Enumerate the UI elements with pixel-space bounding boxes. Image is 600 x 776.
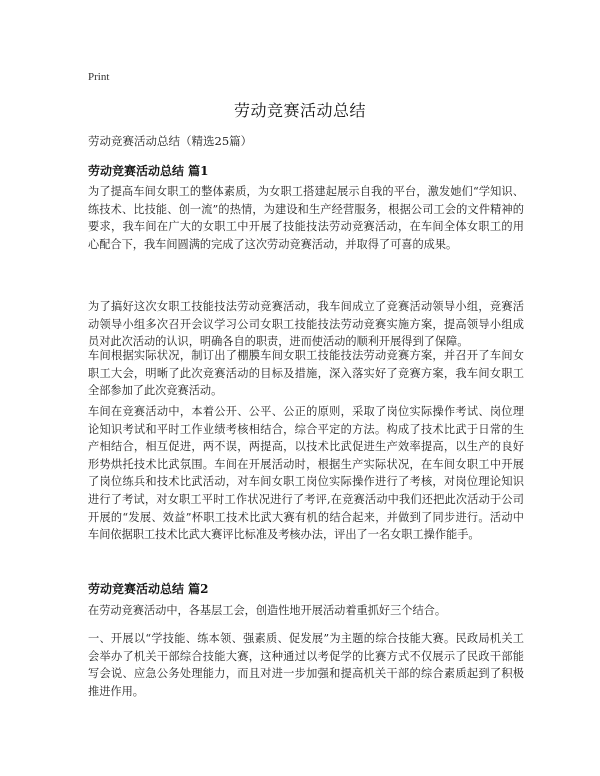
section-heading-2: 劳动竞赛活动总结 篇2 [88, 582, 209, 596]
paragraph: 车间在竞赛活动中，本着公开、公平、公正的原则，采取了岗位实际操作考试、岗位理论知识考试和平时工作业绩考核相结合，综合平定的方法。构成了技术比武于日常的生产相结合，相互促进，两不误，两提高，以技术比武促进生产效率提高，以生产的良好形势烘托技术比武氛围。车间在开展活动时，根据生产实际状况，在车间女职工中开展了岗位练兵和技术比武活动，对车间女职工岗位实际操作进行了考核，对岗位理论知识进行了考试，对女职工平时工作状况进行了考评,在竞赛活动中我们还把此次活动于公司开展的“发展、效益”杯职工技术比武大赛有机的结合起来，并做到了同步进行。活动中车间依据职工技术比武大赛评比标准及考核办法，评出了一名女职工操作能手。 [88, 405, 524, 542]
print-label[interactable]: Print [88, 71, 110, 83]
paragraph: 为了搞好这次女职工技能技法劳动竞赛活动，我车间成立了竞赛活动领导小组，竞赛活动领导小组多次召开会议学习公司女职工技能技法劳动竞赛实施方案，提高领导小组成员对此次活动的认识，明确各自的职责，进而使活动的顺利开展得到了保障。 [88, 300, 524, 349]
paragraph: 为了提高车间女职工的整体素质，为女职工搭建起展示自我的平台，激发她们“学知识、练技术、比技能、创一流”的热情，为建设和生产经营服务，根据公司工会的文件精神的要求，我车间在广大的女职工中开展了技能技法劳动竞赛活动，在车间全体女职工的用心配合下，我车间圆满的完成了这次劳动竞赛活动，并取得了可喜的成果。 [88, 185, 524, 251]
section-heading-1: 劳动竞赛活动总结 篇1 [88, 164, 209, 178]
document-subtitle: 劳动竞赛活动总结（精选25篇） [88, 134, 253, 148]
paragraph: 一、开展以“学技能、练本领、强素质、促发展”为主题的综合技能大赛。民政局机关工会举办了机关干部综合技能大赛，这种通过以考促学的比赛方式不仅展示了民政干部能写会说、应急公务处理能力，而且对进一步加强和提高机关干部的综合素质起到了积极推进作用。 [88, 632, 524, 698]
paragraph: 在劳动竞赛活动中，各基层工会，创造性地开展活动着重抓好三个结合。 [88, 604, 447, 617]
page-title: 劳动竞赛活动总结 [233, 101, 366, 120]
paragraph: 车间根据实际状况，制订出了棚膜车间女职工技能技法劳动竞赛方案，并召开了车间女职工大会，明晰了此次竞赛活动的目标及措施，深入落实好了竞赛方案，我车间女职工全部参加了此次竞赛活动。 [88, 349, 524, 398]
